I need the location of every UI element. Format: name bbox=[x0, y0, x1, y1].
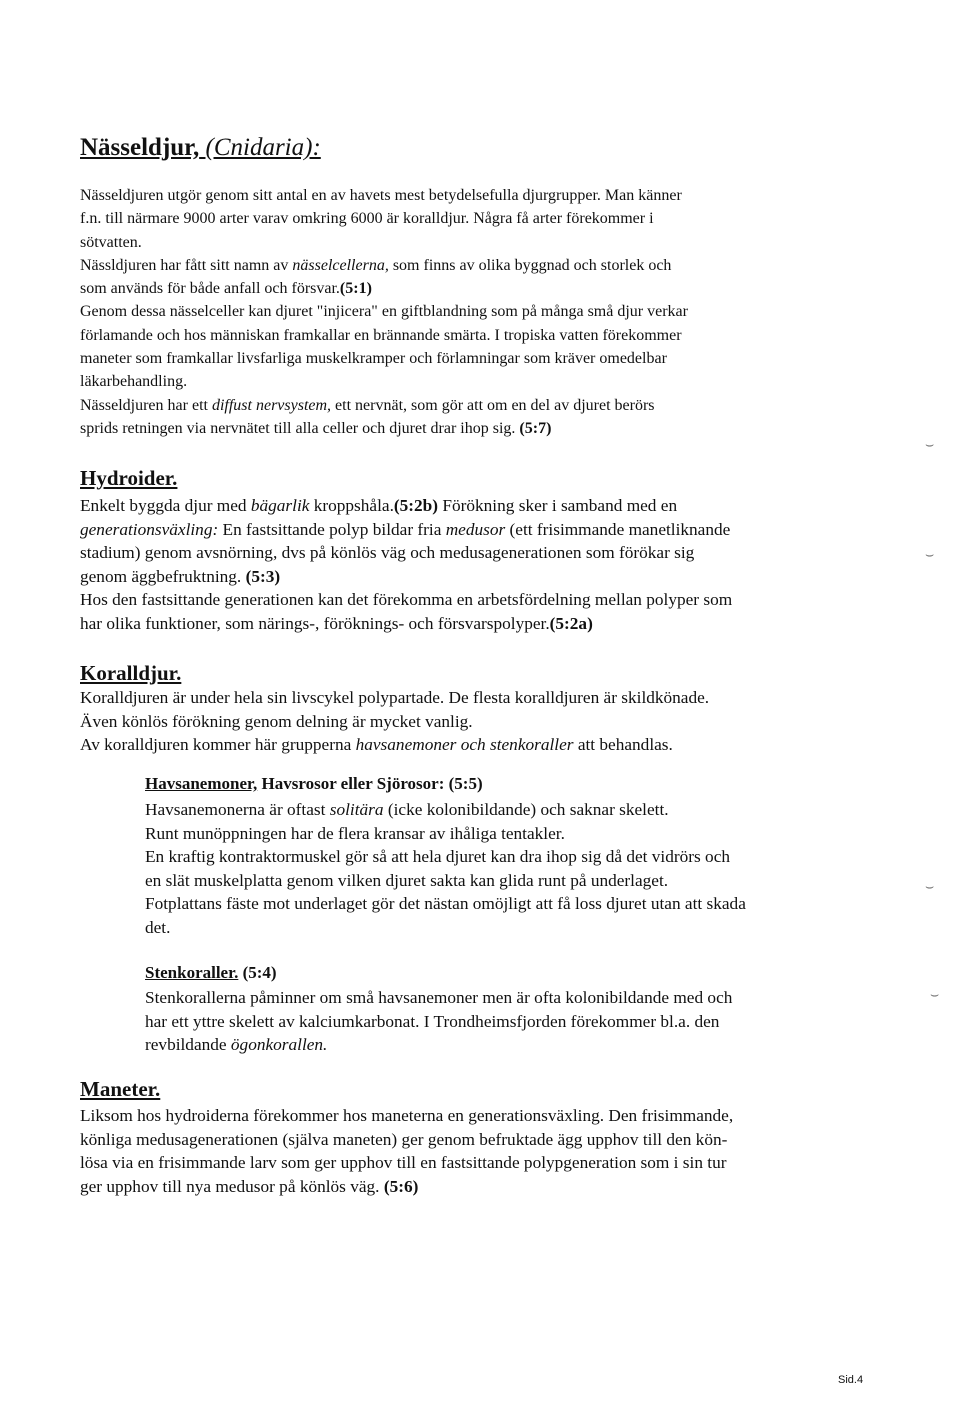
text-line bbox=[145, 798, 746, 822]
text-line: en slät muskelplatta genom vilken djuret sakta kan glida runt på underlaget. bbox=[145, 870, 669, 890]
emphasis-term: medusor bbox=[445, 519, 506, 539]
text-line bbox=[80, 565, 732, 589]
text-run: Havsanemonerna är oftast bbox=[145, 800, 330, 819]
text-line bbox=[80, 612, 732, 636]
subsection-subtitle: (5:4) bbox=[238, 963, 277, 982]
hydroider-paragraph bbox=[80, 494, 732, 636]
section-title-koralldjur: Koralldjur. bbox=[80, 661, 182, 685]
text-line bbox=[80, 394, 688, 417]
text-run: (icke kolonibildande) och saknar skelett. bbox=[383, 800, 669, 819]
text-run: sprids retningen via nervnätet till alla celler och djuret drar ihop sig. bbox=[80, 419, 520, 437]
havsanemoner-paragraph bbox=[145, 798, 746, 939]
subsection-title-havsanemoner bbox=[145, 774, 483, 794]
text-run: genom äggbefruktning. bbox=[80, 566, 246, 586]
title-latin: (Cnidaria): bbox=[205, 134, 321, 161]
subsection-name: Havsanemoner, bbox=[145, 774, 258, 793]
text-line: Även könlös förökning genom delning är mycket vanlig. bbox=[80, 711, 473, 731]
text-line: sötvatten. bbox=[80, 233, 142, 251]
text-run: Enkelt byggda djur med bbox=[80, 496, 251, 515]
text-line: könliga medusagenerationen (själva maneten) ger genom befruktade ägg upphov till den kön- bbox=[80, 1129, 728, 1149]
text-line bbox=[80, 1175, 733, 1199]
text-line: En kraftig kontraktormuskel gör så att hela djuret kan dra ihop sig då det vidrörs och bbox=[145, 847, 731, 866]
text-run: En fastsittande polyp bildar fria bbox=[218, 519, 446, 539]
text-line bbox=[80, 518, 732, 542]
text-line: lösa via en frisimmande larv som ger upphov till en fastsittande polypgeneration som i sin tur bbox=[80, 1153, 727, 1173]
text-line: Liksom hos hydroiderna förekommer hos maneterna en generationsväxling. Den frisimmande, bbox=[80, 1106, 734, 1125]
text-line: läkarbehandling. bbox=[80, 373, 188, 391]
text-line: f.n. till närmare 9000 arter varav omkring 6000 är koralldjur. Några få arter förekommer i bbox=[80, 210, 654, 228]
text-run: som används för både anfall och försvar. bbox=[80, 280, 340, 298]
intro-paragraph bbox=[80, 184, 688, 440]
emphasis-term: nässelcellerna, bbox=[292, 256, 389, 274]
text-run: ger upphov till nya medusor på könlös väg. bbox=[80, 1176, 384, 1196]
text-line: har ett yttre skelett av kalciumkarbonat. I Trondheimsfjorden förekommer bl.a. den bbox=[145, 1011, 720, 1031]
text-run: (ett frisimmande manetliknande bbox=[505, 519, 731, 539]
text-line: det. bbox=[145, 917, 171, 937]
maneter-paragraph bbox=[80, 1104, 733, 1198]
subsection-title-stenkoraller bbox=[145, 963, 277, 983]
text-line bbox=[80, 254, 688, 277]
page-title bbox=[80, 134, 321, 162]
text-run: Förökning sker i samband med en bbox=[438, 496, 678, 515]
text-line: förlamande och hos människan framkallar en brännande smärta. I tropiska vatten förekommer bbox=[80, 326, 682, 344]
text-run: som finns av olika byggnad och storlek och bbox=[388, 256, 672, 274]
text-run: att behandlas. bbox=[573, 735, 673, 755]
text-line: Genom dessa nässelceller kan djuret "injicera" en giftblandning som på många små djur verkar bbox=[80, 303, 688, 321]
scan-mark: ⌣ bbox=[925, 438, 935, 453]
text-line: stadium) genom avsnörning, dvs på könlös väg och medusagenerationen som förökar sig bbox=[80, 543, 695, 563]
text-run: revbildande bbox=[145, 1035, 231, 1054]
emphasis-term: solitära bbox=[329, 800, 384, 819]
text-line bbox=[80, 417, 688, 440]
text-line: Stenkorallerna påminner om små havsanemoner men är ofta kolonibildande med och bbox=[145, 988, 733, 1007]
text-line: Nässeldjuren utgör genom sitt antal en av havets mest betydelsefulla djurgrupper. Man känner bbox=[80, 187, 682, 204]
scan-mark: ⌣ bbox=[925, 880, 935, 895]
text-run: Av koralldjuren kommer här grupperna bbox=[80, 735, 356, 755]
text-run: Nässldjuren har fått sitt namn av bbox=[80, 256, 293, 274]
text-line: Runt munöppningen har de flera kransar av ihåliga tentakler. bbox=[145, 823, 565, 843]
emphasis-term: bägarlik bbox=[250, 496, 310, 515]
section-title-hydroider: Hydroider. bbox=[80, 466, 178, 490]
text-line: Hos den fastsittande generationen kan det förekomma en arbetsfördelning mellan polyper som bbox=[80, 590, 733, 610]
figure-reference: (5:1) bbox=[339, 280, 372, 298]
text-line bbox=[80, 733, 709, 757]
text-run: har olika funktioner, som närings-, föröknings- och försvarspolyper. bbox=[80, 613, 550, 633]
figure-reference: (5:6) bbox=[383, 1176, 419, 1196]
text-line bbox=[80, 494, 732, 518]
koralldjur-paragraph bbox=[80, 686, 709, 757]
figure-reference: (5:2a) bbox=[549, 613, 593, 633]
figure-reference: (5:2b) bbox=[393, 496, 439, 515]
emphasis-term: diffust nervsystem, bbox=[211, 396, 332, 414]
text-run: Nässeldjuren har ett bbox=[80, 396, 212, 414]
emphasis-term: ögonkorallen. bbox=[230, 1035, 328, 1054]
text-line: maneter som framkallar livsfarliga muskelkramper och förlamningar som kräver omedelbar bbox=[80, 350, 667, 368]
subsection-name: Stenkoraller. bbox=[145, 963, 239, 982]
subsection-subtitle: Havsrosor eller Sjörosor: (5:5) bbox=[257, 774, 483, 793]
text-run: kroppshåla. bbox=[309, 496, 394, 515]
emphasis-term: generationsväxling: bbox=[80, 519, 219, 539]
text-line: Fotplattans fäste mot underlaget gör det nästan omöjligt att få loss djuret utan att skada bbox=[145, 894, 746, 913]
scan-mark: ⌣ bbox=[925, 548, 935, 563]
stenkoraller-paragraph bbox=[145, 986, 732, 1057]
figure-reference: (5:3) bbox=[245, 566, 281, 586]
figure-reference: (5:7) bbox=[519, 419, 552, 437]
text-line: Koralldjuren är under hela sin livscykel polypartade. De flesta koralldjuren är skildkönade. bbox=[80, 688, 710, 707]
text-line bbox=[145, 1033, 732, 1057]
text-run: ett nervnät, som gör att om en del av djuret berörs bbox=[331, 396, 655, 414]
section-title-maneter: Maneter. bbox=[80, 1077, 161, 1101]
text-line bbox=[80, 277, 688, 300]
page-number: Sid.4 bbox=[838, 1374, 864, 1386]
scan-mark: ⌣ bbox=[930, 988, 940, 1003]
title-main: Nässeldjur, bbox=[80, 134, 200, 161]
emphasis-term: havsanemoner och stenkoraller bbox=[355, 735, 574, 755]
